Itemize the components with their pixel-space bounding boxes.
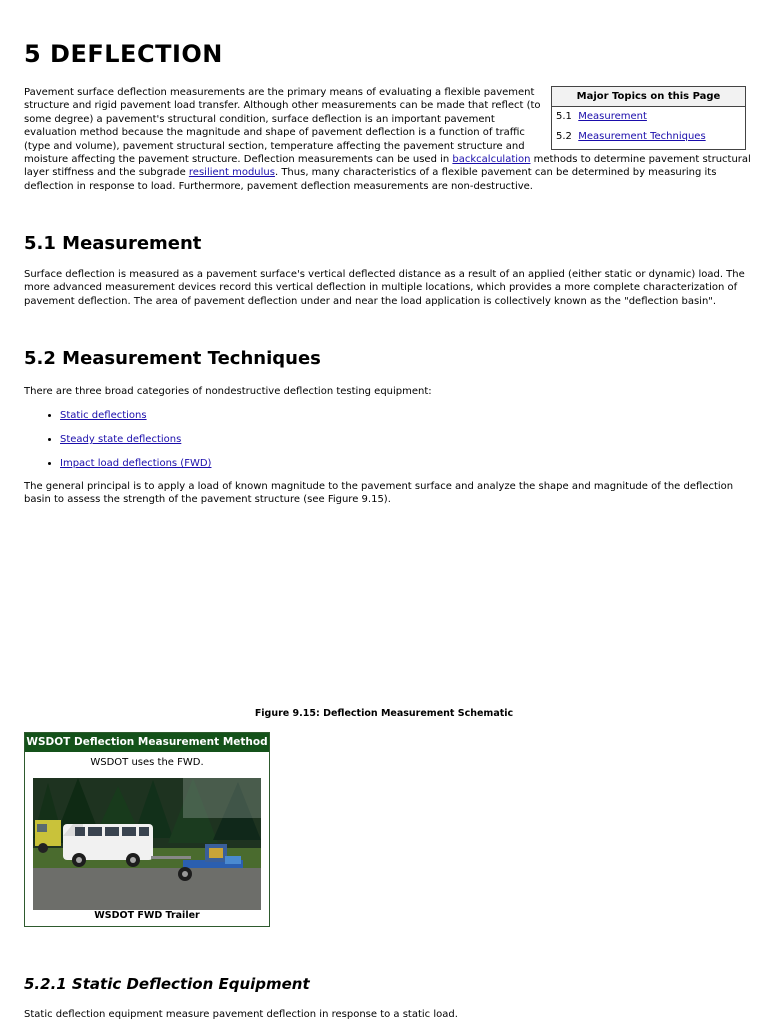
intro-paragraph-cont (24, 153, 751, 193)
intro-line (24, 153, 751, 166)
steady-state-deflections-link[interactable]: Steady state deflections (60, 434, 182, 445)
intro-text: layer stiffness and the subgrade (24, 167, 189, 179)
intro-text: . Thus, many characteristics of a flexible pavement can be determined by measuring its (274, 167, 717, 179)
intro-line (24, 166, 744, 179)
wsdot-box-header: WSDOT Deflection Measurement Method (25, 733, 269, 752)
section-5-1-heading: 5.1 Measurement (24, 233, 202, 254)
wsdot-box-subtext: WSDOT uses the FWD. (90, 757, 204, 768)
resilient-modulus-link[interactable]: resilient modulus (188, 167, 275, 179)
topic-number: 5.1 (556, 111, 572, 122)
section-5-2-1-heading: 5.2.1 Static Deflection Equipment (24, 975, 310, 993)
figure-caption: Figure 9.15: Deflection Measurement Schematic (254, 708, 514, 719)
topic-number: 5.2 (556, 131, 572, 142)
intro-line: some degree) a pavement's structural condition, surface deflection is an important pavement (24, 113, 495, 125)
intro-text: methods to determine pavement structural (530, 154, 751, 165)
paragraph-line: basin to assess the strength of the pavement structure (see Figure 9.15). (24, 494, 391, 506)
backcalculation-link[interactable]: backcalculation (452, 154, 531, 165)
topic-link-measurement-techniques[interactable]: Measurement Techniques (578, 131, 706, 142)
list-item (60, 432, 211, 456)
list-item (60, 408, 211, 432)
section-5-1-paragraph (24, 268, 749, 308)
section-5-2-paragraph (24, 480, 749, 507)
intro-text: moisture affecting the pavement structure. Deflection measurements can be used in (24, 154, 453, 165)
paragraph-line: pavement deflection. The area of pavement deflection under and near the load application is collectively known as the "deflection basin". (24, 295, 717, 307)
intro-line: (type and volume), pavement structural section, temperature affecting the pavement structure and (24, 140, 525, 152)
section-5-2-1-text: Static deflection equipment measure pavement deflection in response to a static load. (24, 1009, 458, 1020)
intro-line: evaluation method because the magnitude and shape of pavement deflection is a function of traffic (24, 127, 525, 139)
intro-line: Pavement surface deflection measurements are the primary means of evaluating a flexible pavement (24, 87, 535, 98)
topic-item (552, 107, 745, 127)
topic-item (552, 127, 745, 146)
static-deflections-link[interactable]: Static deflections (60, 410, 147, 421)
paragraph-line: more advanced measurement devices record this vertical deflection in multiple locations, which provides a more complete characterization of (24, 282, 738, 294)
topic-link-measurement[interactable]: Measurement (578, 111, 647, 122)
intro-paragraph (24, 86, 544, 153)
equipment-category-list (44, 408, 211, 480)
paragraph-line: The general principal is to apply a load of known magnitude to the pavement surface and analyze the shape and magnitude of the deflection (24, 481, 734, 492)
list-item (60, 456, 211, 480)
paragraph-line: Surface deflection is measured as a pavement surface's vertical deflected distance as a result of an applied (either static or dynamic) load. The (24, 269, 745, 280)
intro-line: structure and rigid pavement load transfer. Although other measurements can be made that reflect (to (24, 100, 541, 112)
photo-caption: WSDOT FWD Trailer (94, 910, 200, 921)
impact-load-deflections-link[interactable]: Impact load deflections (FWD) (60, 458, 212, 469)
section-5-2-heading: 5.2 Measurement Techniques (24, 348, 321, 369)
major-topics-header: Major Topics on this Page (552, 87, 745, 107)
fwd-trailer-photo (33, 778, 261, 910)
page-title: 5 DEFLECTION (24, 40, 223, 68)
intro-line: deflection in response to load. Furthermore, pavement deflection measurements are non-destructive. (24, 180, 533, 192)
major-topics-box (551, 86, 746, 150)
fwd-trailer-image (33, 778, 261, 910)
wsdot-method-box (24, 732, 270, 927)
section-5-2-intro: There are three broad categories of nondestructive deflection testing equipment: (24, 386, 432, 397)
